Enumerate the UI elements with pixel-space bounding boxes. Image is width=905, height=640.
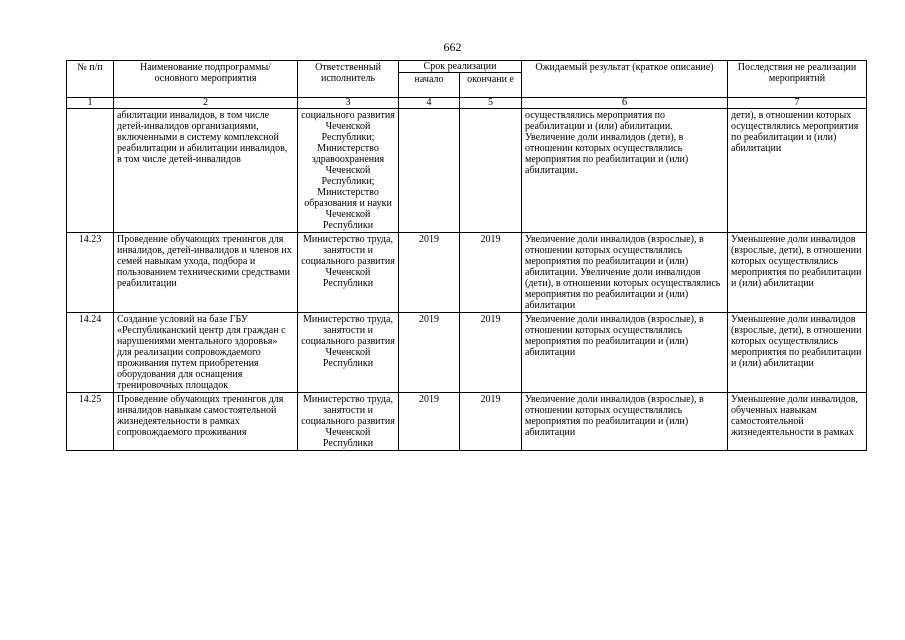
- row-consequences: дети), в отношении которых осуществлялись мероприятия по реабилитации и (или) абилитации: [728, 109, 867, 233]
- header-start: начало: [399, 73, 460, 98]
- header-num: № п/п: [67, 61, 114, 98]
- row-responsible: Министерство труда, занятости и социального развития Чеченской Республики: [298, 313, 399, 393]
- column-number: 4: [399, 98, 460, 109]
- column-number: 6: [522, 98, 728, 109]
- measures-table: [66, 60, 867, 451]
- row-num: 14.25: [67, 393, 114, 451]
- table-row: [67, 313, 867, 393]
- header-row: [67, 61, 867, 73]
- row-end: 2019: [460, 393, 522, 451]
- row-start: 2019: [399, 233, 460, 313]
- header-consequences: Последствия не реализации мероприятий: [728, 61, 867, 98]
- row-consequences: Уменьшение доли инвалидов (взрослые, дети), в отношении которых осуществлялись мероприятия по реабилитации и (или) абилитации: [728, 313, 867, 393]
- row-responsible: Министерство труда, занятости и социального развития Чеченской Республики: [298, 233, 399, 313]
- page-number: 662: [443, 40, 462, 54]
- row-end: 2019: [460, 233, 522, 313]
- column-number-row: [67, 98, 867, 109]
- row-start: [399, 109, 460, 233]
- row-start: 2019: [399, 393, 460, 451]
- row-name: абилитации инвалидов, в том числе детей-инвалидов организациями, включенными в систему комплексной реабилитации и абилитации инвалидов, в том числе детей-инвалидов: [114, 109, 298, 233]
- row-consequences: Уменьшение доли инвалидов (взрослые, дети), в отношении которых осуществлялись мероприятия по реабилитации и (или) абилитации: [728, 233, 867, 313]
- row-num: 14.24: [67, 313, 114, 393]
- table-row: [67, 109, 867, 233]
- header-period: Срок реализации: [399, 61, 522, 73]
- column-number: 1: [67, 98, 114, 109]
- row-name: Проведение обучающих тренингов для инвалидов, детей-инвалидов и членов их семей навыкам ухода, подбора и пользованием техническими средствами реабилитации: [114, 233, 298, 313]
- row-start: 2019: [399, 313, 460, 393]
- row-result: осуществлялись мероприятия по реабилитации и (или) абилитации. Увеличение доли инвалидов (дети), в отношении которых осуществлялись мероприятия по реабилитации и (или) абилитации.: [522, 109, 728, 233]
- row-result: Увеличение доли инвалидов (взрослые), в отношении которых осуществлялись мероприятия по реабилитации и (или) абилитации: [522, 393, 728, 451]
- row-end: 2019: [460, 313, 522, 393]
- table-row: [67, 393, 867, 451]
- row-consequences: Уменьшение доли инвалидов, обученных навыкам самостоятельной жизнедеятельности в рамках: [728, 393, 867, 451]
- table-row: [67, 233, 867, 313]
- column-number: 3: [298, 98, 399, 109]
- column-number: 5: [460, 98, 522, 109]
- header-name: Наименование подпрограммы/ основного мероприятия: [114, 61, 298, 98]
- row-name: Создание условий на базе ГБУ «Республиканский центр для граждан с нарушениями ментального здоровья» для реализации сопровождаемого проживания путем приобретения оборудования для оснащения тренировочных площадок: [114, 313, 298, 393]
- row-responsible: социального развития Чеченской Республики; Министерство здравоохранения Чеченской Республики; Министерство образования и науки Чеченской Республики: [298, 109, 399, 233]
- row-result: Увеличение доли инвалидов (взрослые), в отношении которых осуществлялись мероприятия по реабилитации и (или) абилитации. Увеличение доли инвалидов (дети), в отношении которых осуществлялись мероприятия по реабилитации и (или) абилитации: [522, 233, 728, 313]
- row-responsible: Министерство труда, занятости и социального развития Чеченской Республики: [298, 393, 399, 451]
- header-end: окончани е: [460, 73, 522, 98]
- column-number: 7: [728, 98, 867, 109]
- row-name: Проведение обучающих тренингов для инвалидов навыкам самостоятельной жизнедеятельности в рамках сопровождаемого проживания: [114, 393, 298, 451]
- row-num: [67, 109, 114, 233]
- header-responsible: Ответственный исполнитель: [298, 61, 399, 98]
- row-result: Увеличение доли инвалидов (взрослые), в отношении которых осуществлялись мероприятия по реабилитации и (или) абилитации: [522, 313, 728, 393]
- column-number: 2: [114, 98, 298, 109]
- header-result: Ожидаемый результат (краткое описание): [522, 61, 728, 98]
- row-num: 14.23: [67, 233, 114, 313]
- row-end: [460, 109, 522, 233]
